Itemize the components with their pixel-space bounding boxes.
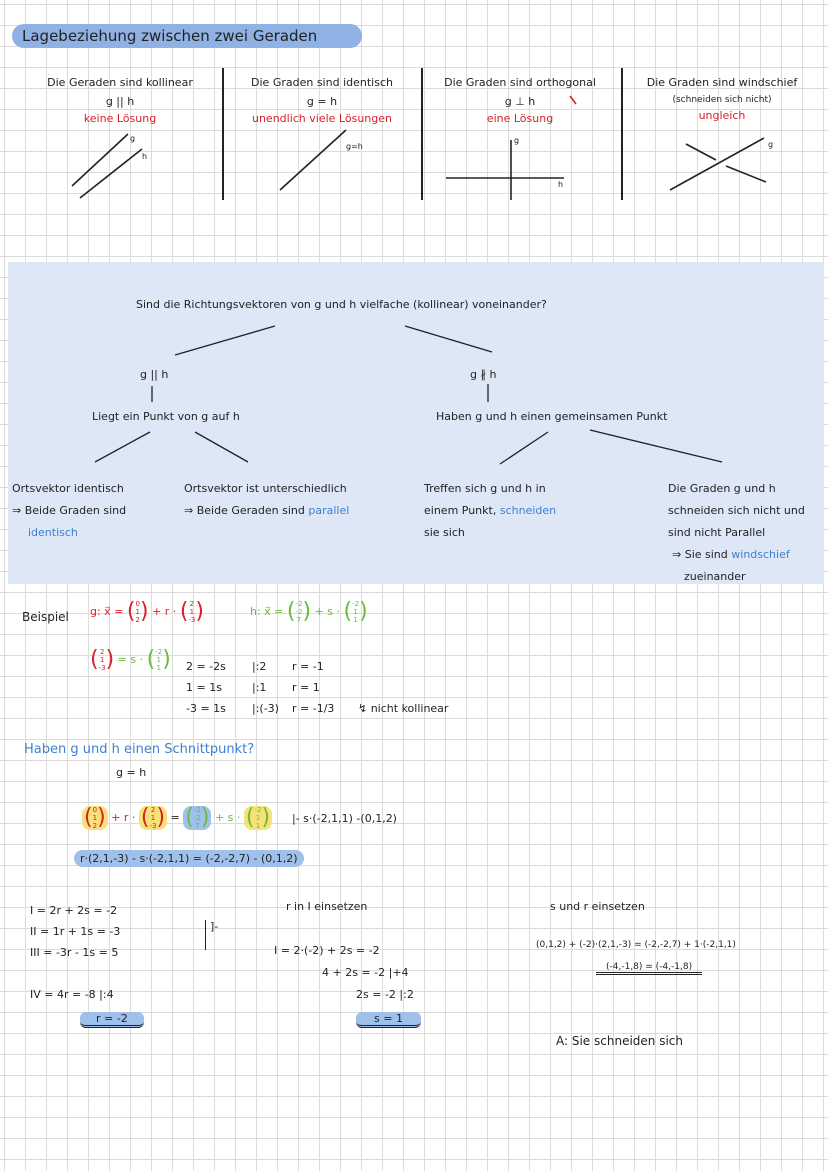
substitute-line: 4 + 2s = -2 |+4 bbox=[322, 966, 409, 979]
leaf-windschief bbox=[668, 478, 805, 588]
leaf-text: einem Punkt, bbox=[424, 504, 497, 517]
case-symbol: (schneiden sich nicht) bbox=[672, 95, 772, 105]
tree-parallel: g || h bbox=[140, 368, 169, 381]
eq-prefix: g: x⃗ = bbox=[90, 605, 124, 618]
vector: ( 2 1 -3 ) bbox=[90, 647, 115, 672]
leaf-text: sind nicht Parallel bbox=[668, 526, 766, 539]
leaf-text: Treffen sich g und h in bbox=[424, 482, 546, 495]
label-h: h bbox=[558, 180, 564, 189]
vector: ( -2 1 1 ) bbox=[146, 647, 171, 672]
subtract-bracket: ]- bbox=[205, 920, 218, 950]
vector: ( 2 1 -3 ) bbox=[179, 599, 204, 624]
kollinear-check bbox=[90, 648, 171, 672]
equation-system: I = 2r + 2s = -2 II = 1r + 1s = -3 III = -3r - 1s = 5 bbox=[30, 904, 121, 959]
leaf-parallel bbox=[184, 478, 349, 522]
label-g: g bbox=[768, 140, 774, 149]
leaf-text: ⇒ Beide Graden sind bbox=[12, 504, 127, 517]
leaf-highlight: schneiden bbox=[499, 504, 557, 517]
intersection-question: Haben g und h einen Schnittpunkt? bbox=[24, 742, 255, 757]
leaf-schneiden bbox=[424, 478, 556, 544]
result-s: s = 1 bbox=[356, 1012, 421, 1028]
case-result: eine Lösung bbox=[486, 112, 554, 125]
leaf-text: schneiden sich nicht und bbox=[668, 504, 805, 517]
equation-iv: IV = 4r = -8 |:4 bbox=[30, 988, 114, 1001]
case-symbol: g = h bbox=[306, 95, 338, 108]
leaf-text: zueinander bbox=[684, 570, 746, 583]
example-label: Beispiel bbox=[22, 610, 69, 624]
tree-right-question: Haben g und h einen gemeinsamen Punkt bbox=[436, 410, 668, 423]
check-line: (-4,-1,8) = (-4,-1,8) bbox=[596, 962, 702, 975]
equation-g-h: g = h bbox=[116, 766, 147, 779]
case-symbol: g || h bbox=[105, 95, 135, 108]
leaf-highlight: identisch bbox=[28, 526, 78, 539]
case-heading: Die Graden sind windschief bbox=[646, 76, 798, 89]
eq-op: = s · bbox=[117, 653, 144, 666]
result-r: r = -2 bbox=[80, 1012, 144, 1028]
eq-prefix: h: x⃗ = bbox=[250, 605, 284, 618]
leaf-identisch bbox=[12, 478, 126, 544]
substitute-heading: r in I einsetzen bbox=[286, 900, 368, 913]
tree-question: Sind die Richtungsvektoren von g und h vielfache (kollinear) voneinander? bbox=[136, 298, 547, 311]
vector: ( -2 1 1 ) bbox=[343, 599, 368, 624]
leaf-highlight: windschief bbox=[731, 548, 790, 561]
conclusion: ↯ nicht kollinear bbox=[358, 702, 449, 715]
label-g-h: g=h bbox=[346, 142, 363, 151]
rearranged-text: r·(2,1,-3) - s·(-2,1,1) = (-2,-2,7) - (0,1,2) bbox=[80, 852, 298, 865]
leaf-text: ⇒ Beide Geraden sind bbox=[184, 504, 305, 517]
equation-setup: ( 0 1 2 ) + r · ( 2 1 -3 ) = ( -2 -2 7 ) + s · ( -2 1 1 ) bbox=[84, 805, 271, 830]
case-result: keine Lösung bbox=[83, 112, 157, 125]
eq-op: + r · bbox=[152, 605, 177, 618]
case-heading: Die Graden sind orthogonal bbox=[444, 76, 596, 89]
kollinear-rows: 2 = -2s |:2 r = -1 1 = 1s |:1 r = 1 -3 = 1s |:(-3) r = -1/3 bbox=[186, 660, 335, 715]
page-title: Lagebeziehung zwischen zwei Geraden bbox=[12, 24, 362, 48]
leaf-text: Ortsvektor identisch bbox=[12, 482, 124, 495]
leaf-text: Ortsvektor ist unterschiedlich bbox=[184, 482, 347, 495]
case-heading: Die Geraden sind kollinear bbox=[47, 76, 193, 89]
line-g-equation bbox=[90, 600, 204, 624]
line-h-equation bbox=[250, 600, 368, 624]
substitute-line: 2s = -2 |:2 bbox=[356, 988, 414, 1001]
operation-note: |- s·(-2,1,1) -(0,1,2) bbox=[292, 812, 397, 825]
tree-not-parallel: g ∦ h bbox=[470, 368, 497, 381]
vector: ( -2 -2 7 ) bbox=[286, 599, 312, 624]
eq-op: + s · bbox=[314, 605, 341, 618]
case-symbol: g ⊥ h bbox=[504, 95, 536, 108]
case-result: unendlich viele Lösungen bbox=[251, 112, 392, 125]
label-h: h bbox=[142, 152, 148, 161]
answer: A: Sie schneiden sich bbox=[556, 1034, 683, 1048]
leaf-text: ⇒ Sie sind bbox=[672, 548, 728, 561]
tree-left-question: Liegt ein Punkt von g auf h bbox=[92, 410, 240, 423]
label-g: g bbox=[130, 134, 136, 143]
check-heading: s und r einsetzen bbox=[550, 900, 645, 913]
case-heading: Die Graden sind identisch bbox=[251, 76, 393, 89]
check-line: (0,1,2) + (-2)·(2,1,-3) = (-2,-2,7) + 1·(-2,1,1) bbox=[536, 940, 736, 950]
vector: ( 0 1 2 ) bbox=[126, 599, 149, 624]
case-result: ungleich bbox=[698, 109, 746, 122]
leaf-text: sie sich bbox=[424, 526, 465, 539]
leaf-highlight: parallel bbox=[308, 504, 350, 517]
rearranged-equation bbox=[74, 850, 304, 867]
label-g: g bbox=[514, 136, 520, 145]
leaf-text: Die Graden g und h bbox=[668, 482, 776, 495]
substitute-line: I = 2·(-2) + 2s = -2 bbox=[274, 944, 380, 957]
